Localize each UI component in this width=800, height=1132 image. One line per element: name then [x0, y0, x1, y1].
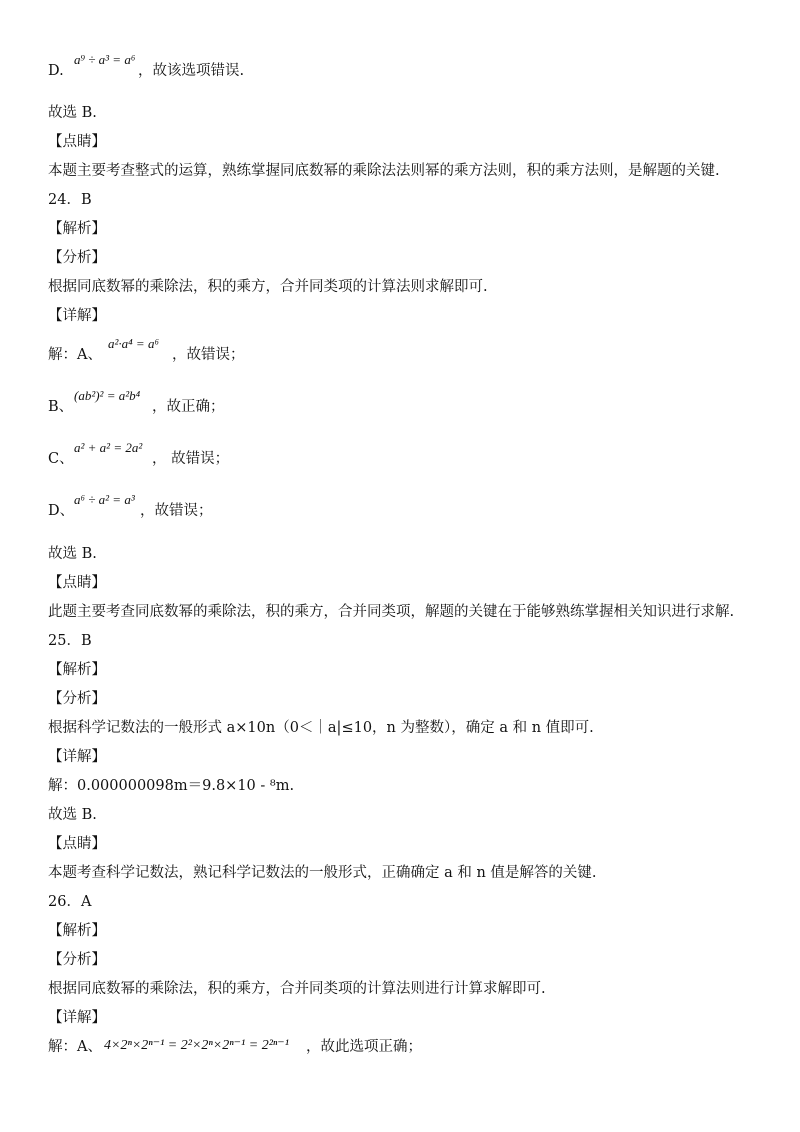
option-d-formula: a⁶ ÷ a² = a³	[74, 492, 135, 507]
option-d-label: D、	[48, 503, 75, 519]
fenxi-header: 【分析】	[48, 691, 106, 707]
comment-text: 本题考查科学记数法，熟记科学记数法的一般形式，正确确定 a 和 n 值是解答的关键.	[48, 865, 597, 881]
detail-header: 【详解】	[48, 308, 106, 324]
option-a-formula: a²·a⁴ = a⁶	[108, 336, 159, 351]
conclusion: 故选 B.	[48, 807, 97, 823]
comment-header: 【点睛】	[48, 836, 106, 852]
fenxi-text: 根据同底数幂的乘除法，积的乘方，合并同类项的计算法则求解即可.	[48, 279, 488, 295]
detail-header: 【详解】	[48, 1010, 106, 1026]
comment-header: 【点睛】	[48, 575, 106, 591]
option-a-text: ，故错误；	[172, 347, 245, 363]
analysis-header: 【解析】	[48, 221, 106, 237]
option-b-label: B、	[48, 399, 74, 415]
conclusion: 故选 B.	[48, 105, 97, 121]
detail-header: 【详解】	[48, 749, 106, 765]
option-c-text: ， 故错误；	[152, 451, 230, 467]
comment-text: 此题主要考查同底数幂的乘除法，积的乘方，合并同类项，解题的关键在于能够熟练掌握相关知识进行求解.	[48, 604, 735, 620]
option-b-formula: (ab²)² = a²b⁴	[74, 388, 141, 403]
analysis-header: 【解析】	[48, 923, 106, 939]
option-d-label: D.	[48, 63, 64, 79]
option-a-text: ，故此选项正确；	[306, 1039, 422, 1055]
fenxi-header: 【分析】	[48, 952, 106, 968]
comment-text: 本题主要考查整式的运算，熟练掌握同底数幂的乘除法法则幂的乘方法则，积的乘方法则，是解题的关键.	[48, 163, 720, 179]
option-c-label: C、	[48, 451, 74, 467]
option-d-text: ，故错误；	[140, 503, 213, 519]
option-a-label: 解：A、	[48, 347, 102, 363]
fenxi-text: 根据科学记数法的一般形式 a×10n（0＜｜a|≤10，n 为整数），确定 a 和 n 值即可.	[48, 720, 594, 736]
analysis-header: 【解析】	[48, 662, 106, 678]
option-a-formula: 4×2ⁿ×2ⁿ⁻¹ = 2²×2ⁿ×2ⁿ⁻¹ = 2²ⁿ⁻¹	[104, 1038, 289, 1053]
option-d-text: ，故该选项错误.	[138, 63, 245, 79]
question-number: 25．B	[48, 633, 92, 649]
option-a-label: 解：A、	[48, 1039, 102, 1055]
fenxi-header: 【分析】	[48, 250, 106, 266]
conclusion: 故选 B.	[48, 546, 97, 562]
detail-text: 解：0.000000098m＝9.8×10 - ⁸m.	[48, 778, 295, 794]
option-c-formula: a² + a² = 2a²	[74, 440, 143, 455]
question-number: 24．B	[48, 192, 92, 208]
option-d-formula: a⁹ ÷ a³ = a⁶	[74, 52, 136, 67]
question-number: 26．A	[48, 894, 92, 910]
fenxi-text: 根据同底数幂的乘除法，积的乘方，合并同类项的计算法则进行计算求解即可.	[48, 981, 546, 997]
comment-header: 【点睛】	[48, 134, 106, 150]
option-b-text: ，故正确；	[152, 399, 225, 415]
